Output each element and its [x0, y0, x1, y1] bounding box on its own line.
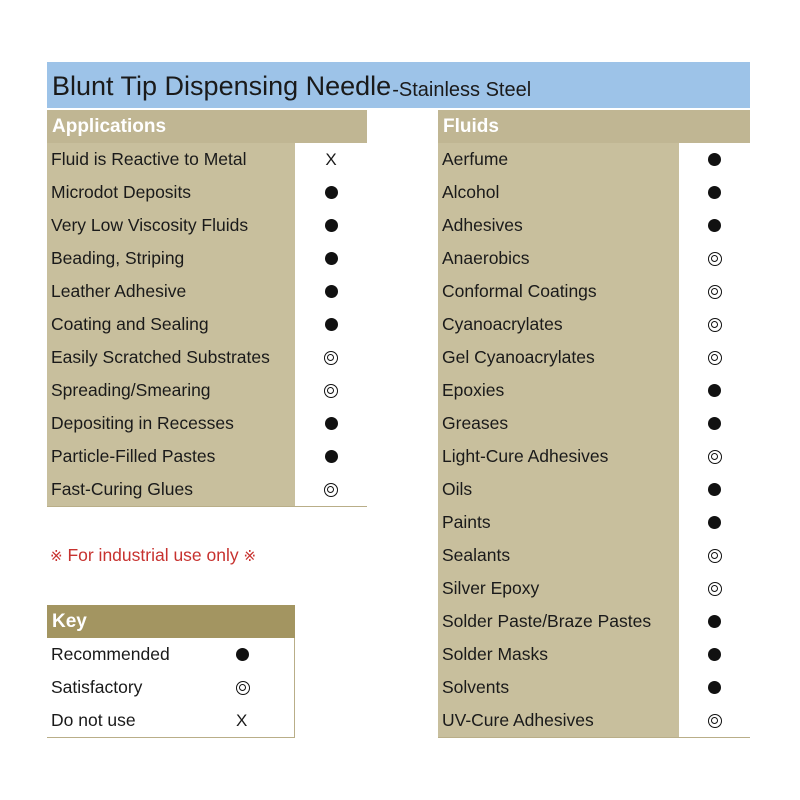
application-row	[47, 209, 367, 242]
double-circle-icon	[324, 351, 338, 365]
rating-cell	[679, 440, 750, 473]
fluid-row	[438, 473, 750, 506]
row-label: Paints	[438, 506, 679, 539]
fluid-row	[438, 308, 750, 341]
fluid-row	[438, 176, 750, 209]
double-circle-icon	[708, 582, 722, 596]
applications-table	[47, 110, 367, 506]
application-row	[47, 440, 367, 473]
title-bar	[47, 62, 750, 108]
filled-circle-icon	[708, 417, 721, 430]
double-circle-icon	[708, 285, 722, 299]
filled-circle-icon	[708, 219, 721, 232]
rating-cell	[679, 374, 750, 407]
rating-cell	[679, 473, 750, 506]
fluid-row	[438, 341, 750, 374]
fluids-table	[438, 110, 750, 737]
key-table	[47, 605, 295, 737]
reference-mark-icon: ※	[243, 547, 257, 565]
rating-cell	[679, 704, 750, 737]
fluid-row	[438, 209, 750, 242]
filled-circle-icon	[325, 285, 338, 298]
filled-circle-icon	[708, 516, 721, 529]
page-subtitle: -Stainless Steel	[392, 79, 532, 101]
double-circle-icon	[324, 483, 338, 497]
double-circle-icon	[708, 549, 722, 563]
rating-cell	[679, 638, 750, 671]
industrial-use-note	[50, 545, 256, 566]
page-title: Blunt Tip Dispensing Needle	[52, 71, 392, 101]
fluid-row	[438, 374, 750, 407]
fluid-row	[438, 407, 750, 440]
filled-circle-icon	[708, 153, 721, 166]
fluid-row	[438, 275, 750, 308]
row-label: Particle-Filled Pastes	[47, 440, 295, 473]
application-row	[47, 374, 367, 407]
fluid-row	[438, 143, 750, 176]
divider	[47, 737, 295, 738]
x-mark: X	[236, 711, 248, 730]
key-row	[47, 704, 295, 737]
row-label: Solvents	[438, 671, 679, 704]
filled-circle-icon	[708, 483, 721, 496]
double-circle-icon	[324, 384, 338, 398]
application-row	[47, 341, 367, 374]
filled-circle-icon	[708, 681, 721, 694]
rating-cell	[295, 407, 367, 440]
filled-circle-icon	[325, 450, 338, 463]
row-label: Fluid is Reactive to Metal	[47, 143, 295, 176]
fluid-row	[438, 605, 750, 638]
application-row	[47, 473, 367, 506]
rating-cell	[295, 209, 367, 242]
rating-cell	[295, 176, 367, 209]
row-label: Oils	[438, 473, 679, 506]
row-label: Adhesives	[438, 209, 679, 242]
rating-cell	[207, 671, 295, 704]
rating-cell	[679, 308, 750, 341]
rating-cell	[679, 407, 750, 440]
rating-cell	[295, 341, 367, 374]
reference-mark-icon: ※	[50, 547, 63, 565]
rating-cell	[207, 704, 295, 737]
row-label: Microdot Deposits	[47, 176, 295, 209]
rating-cell	[295, 308, 367, 341]
row-label: Depositing in Recesses	[47, 407, 295, 440]
filled-circle-icon	[325, 219, 338, 232]
row-label: Do not use	[47, 704, 207, 737]
rating-cell	[679, 572, 750, 605]
row-label: Solder Masks	[438, 638, 679, 671]
double-circle-icon	[708, 351, 722, 365]
double-circle-icon	[236, 681, 250, 695]
row-label: Very Low Viscosity Fluids	[47, 209, 295, 242]
rating-cell	[295, 374, 367, 407]
row-label: Aerfume	[438, 143, 679, 176]
double-circle-icon	[708, 450, 722, 464]
fluids-header: Fluids	[438, 110, 750, 143]
applications-header: Applications	[47, 110, 367, 143]
rating-cell	[295, 440, 367, 473]
rating-cell	[679, 539, 750, 572]
rating-cell	[679, 209, 750, 242]
rating-cell	[679, 242, 750, 275]
fluid-row	[438, 671, 750, 704]
fluid-row	[438, 704, 750, 737]
application-row	[47, 275, 367, 308]
row-label: Anaerobics	[438, 242, 679, 275]
row-label: Conformal Coatings	[438, 275, 679, 308]
application-row	[47, 308, 367, 341]
double-circle-icon	[708, 252, 722, 266]
rating-cell	[679, 143, 750, 176]
row-label: Sealants	[438, 539, 679, 572]
row-label: UV-Cure Adhesives	[438, 704, 679, 737]
filled-circle-icon	[708, 186, 721, 199]
key-row	[47, 671, 295, 704]
row-label: Cyanoacrylates	[438, 308, 679, 341]
fluid-row	[438, 242, 750, 275]
double-circle-icon	[708, 318, 722, 332]
filled-circle-icon	[325, 186, 338, 199]
filled-circle-icon	[325, 252, 338, 265]
row-label: Silver Epoxy	[438, 572, 679, 605]
filled-circle-icon	[236, 648, 249, 661]
note-text: For industrial use only	[62, 545, 244, 565]
fluid-row	[438, 539, 750, 572]
rating-cell	[295, 473, 367, 506]
application-row	[47, 407, 367, 440]
fluid-row	[438, 572, 750, 605]
filled-circle-icon	[325, 417, 338, 430]
rating-cell	[295, 275, 367, 308]
rating-cell	[679, 605, 750, 638]
fluid-row	[438, 506, 750, 539]
row-label: Satisfactory	[47, 671, 207, 704]
row-label: Coating and Sealing	[47, 308, 295, 341]
row-label: Solder Paste/Braze Pastes	[438, 605, 679, 638]
application-row	[47, 176, 367, 209]
row-label: Beading, Striping	[47, 242, 295, 275]
rating-cell	[679, 506, 750, 539]
filled-circle-icon	[708, 615, 721, 628]
row-label: Recommended	[47, 638, 207, 671]
row-label: Leather Adhesive	[47, 275, 295, 308]
fluid-row	[438, 440, 750, 473]
rating-cell	[295, 143, 367, 176]
application-row	[47, 242, 367, 275]
filled-circle-icon	[325, 318, 338, 331]
fluid-row	[438, 638, 750, 671]
divider	[47, 506, 367, 507]
rating-cell	[295, 242, 367, 275]
row-label: Alcohol	[438, 176, 679, 209]
key-row	[47, 638, 295, 671]
application-row	[47, 143, 367, 176]
row-label: Light-Cure Adhesives	[438, 440, 679, 473]
rating-cell	[679, 671, 750, 704]
key-header: Key	[47, 605, 295, 638]
double-circle-icon	[708, 714, 722, 728]
row-label: Epoxies	[438, 374, 679, 407]
rating-cell	[679, 176, 750, 209]
row-label: Spreading/Smearing	[47, 374, 295, 407]
row-label: Gel Cyanoacrylates	[438, 341, 679, 374]
divider	[438, 737, 750, 738]
x-mark: X	[325, 150, 337, 169]
row-label: Fast-Curing Glues	[47, 473, 295, 506]
rating-cell	[679, 275, 750, 308]
rating-cell	[679, 341, 750, 374]
divider	[294, 638, 295, 738]
filled-circle-icon	[708, 648, 721, 661]
rating-cell	[207, 638, 295, 671]
row-label: Easily Scratched Substrates	[47, 341, 295, 374]
filled-circle-icon	[708, 384, 721, 397]
row-label: Greases	[438, 407, 679, 440]
